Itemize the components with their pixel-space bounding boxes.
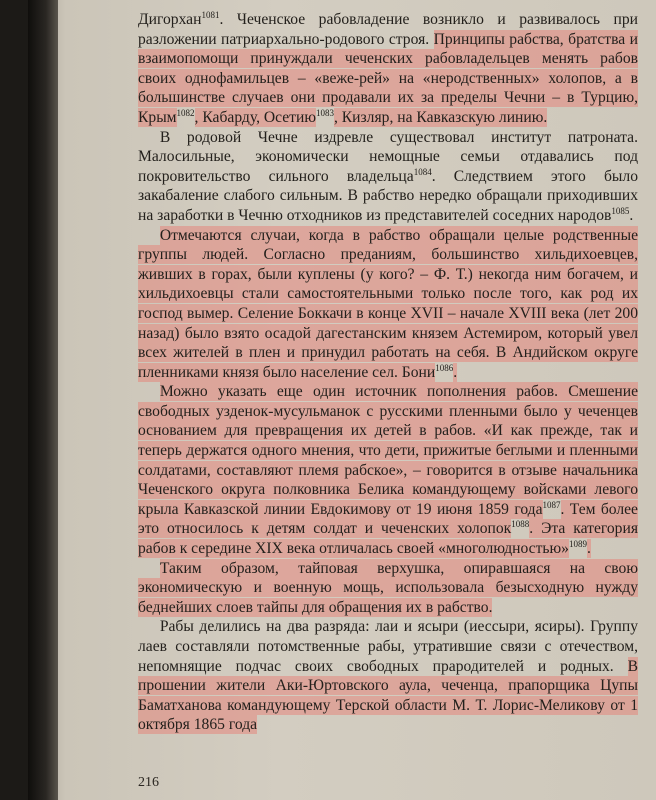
footnote-ref: 1085 — [611, 205, 630, 216]
paragraph — [138, 617, 638, 735]
highlighted-text: Можно указать еще один источник пополнения рабов. Смешение свободных узденок-мусульманок с русскими пленными было у чеченцев основанием для превращения их детей в рабов. «И как прежде, так и теперь держатся одного мнения, что дети, прижитые беглыми и пленными солдатами, составляют племя рабское», – говорится в отзыве начальника Чеченского округа полковника Белика командующему войсками левого крыла Кавказской линии Евдокимову от 19 июня 1859 года — [138, 383, 638, 518]
text-segment: В родовой Чечне издревле существовал институт патроната. Малосильные, экономически немощные семьи отдавались под покровительство сильного владельца — [138, 128, 638, 185]
footnote-ref: 1089 — [568, 539, 587, 550]
text-segment: . Следствием этого было закабаление слабого сильным. В рабство нередко обращали приходивших на заработки в Чечню отходников из представителей соседних народов — [138, 167, 638, 224]
page-text — [138, 10, 638, 735]
text-segment: Дигорхан — [138, 11, 202, 28]
highlighted-text: Принципы рабства, братства и взаимопомощи принуждали чеченских рабовладельцев менять рабов своих однофамильцев – «веже-рей» на «неродственных» холопов, а в большинстве случаев они продавали их за пределы Чечни – в Турцию, Крым — [138, 30, 638, 126]
highlighted-text: В прошении жители Аки-Юртовского аула, чеченца, прапорщика Цупы Баматханова командующему Терской области М. Т. Лорис-Меликову от 1 октября 1865 года — [138, 657, 638, 734]
highlighted-text: Таким образом, тайповая верхушка, опиравшаяся на свою экономическую и военную мощь, использовала безысходную нужду беднейших слоев тайпы для обращения их в рабство. — [138, 559, 638, 616]
footnote-ref: 1081 — [201, 10, 220, 20]
highlighted-text: . — [586, 540, 591, 558]
footnote-ref: 1082 — [176, 107, 195, 118]
book-page — [28, 0, 656, 800]
footnote-ref: 1088 — [511, 519, 530, 530]
footnote-ref: 1086 — [435, 362, 454, 373]
highlighted-text: , Кабарду, Осетию — [194, 108, 316, 126]
highlighted-text: Отмечаются случаи, когда в рабство обращали целые родственные группы людей. Согласно преданиям, большинство хильдихоевцев, живших в горах, были куплены (у кого? – Ф. Т.) некогда ним богачем, и хильдихоевцы стали самостоятельными только после того, как род их господ вымер. Селение Боккачи в конце XVII – начале XVIII века (лет 200 назад) было взято осадой дагестанским князем Астемиром, который увел всех жителей в плен и принудил работать на себя. В Андийском округе пленниками князя было население сел. Бони — [138, 226, 638, 381]
footnote-ref: 1084 — [413, 166, 432, 177]
page-number: 216 — [138, 775, 159, 790]
paragraph — [138, 559, 638, 618]
text-segment: . — [629, 206, 634, 224]
highlighted-text: , Кизляр, на Кавказскую линию. — [333, 108, 548, 126]
text-segment: . Чеченское рабовладение возникло и развивалось при разложении патриархально-родового строя. — [138, 11, 638, 48]
paragraph — [138, 382, 638, 558]
footnote-ref: 1083 — [315, 107, 334, 118]
paragraph — [138, 226, 638, 383]
highlighted-text: . Тем более это относилось к детям солдат и чеченских холопок — [138, 500, 638, 538]
paragraph — [138, 128, 638, 226]
footnote-ref: 1087 — [542, 499, 561, 510]
text-segment: Рабы делились на два разряда: лаи и ясыри (иессыри, ясиры). Группу лаев составляли потомственные рабы, утратившие связи с отечеством, непомнящие подчас своих свободных прародителей и родных. — [138, 618, 638, 675]
highlighted-text: . Эта категория рабов к середине XIX века отличалась своей «многолюдностью» — [138, 520, 638, 558]
highlighted-text: . — [453, 363, 458, 381]
book-spine — [28, 0, 58, 800]
paragraph — [138, 10, 638, 128]
